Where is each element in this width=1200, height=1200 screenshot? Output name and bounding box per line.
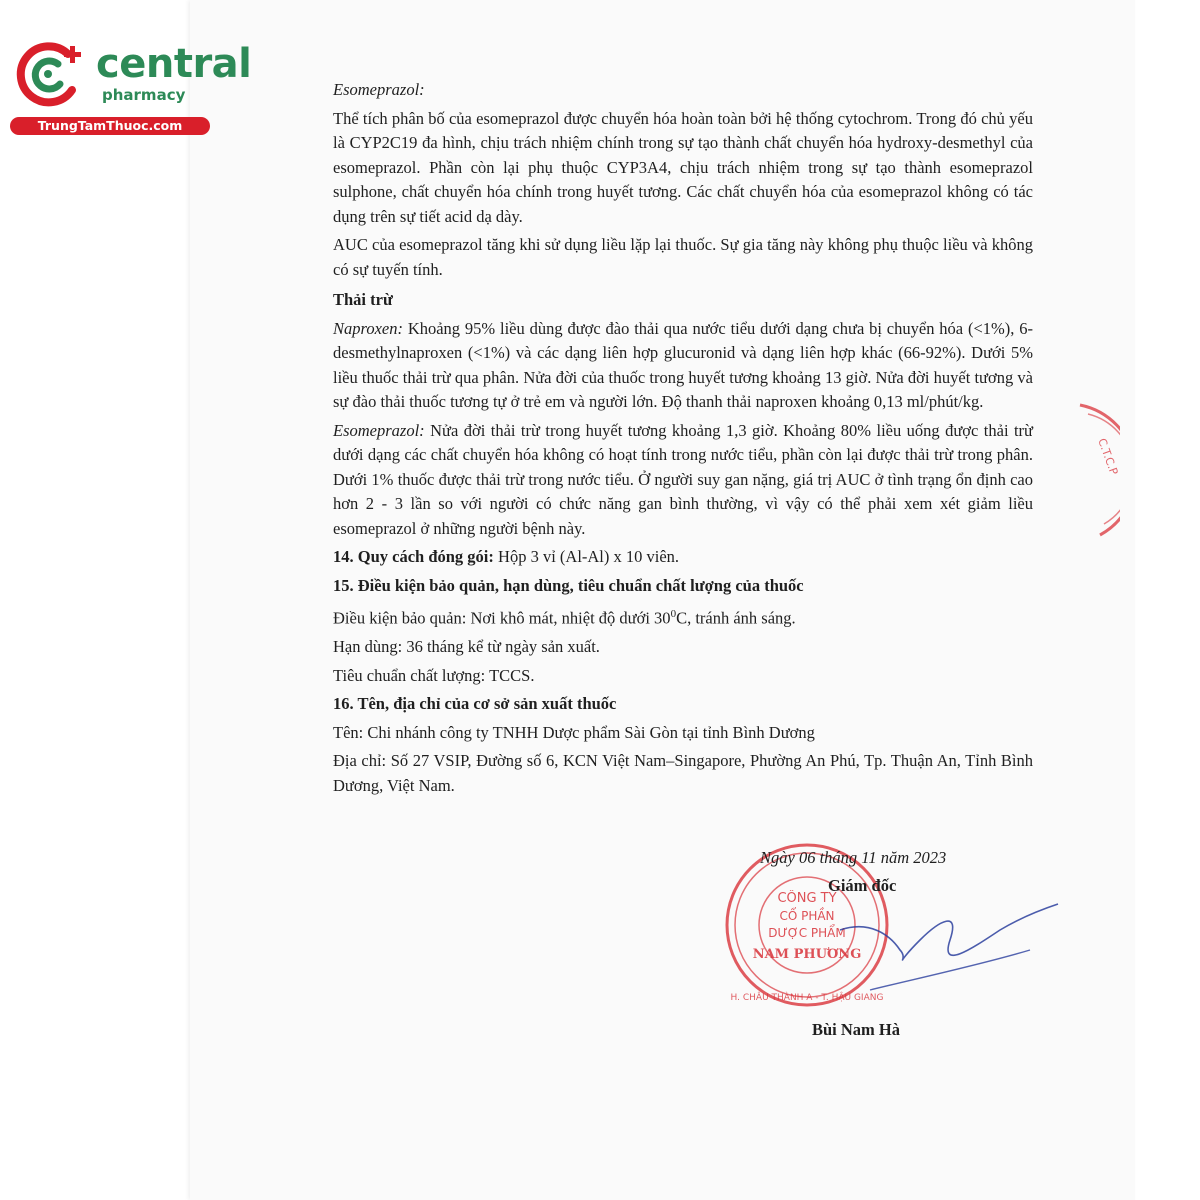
elimination-heading: Thải trừ xyxy=(333,290,393,309)
manufacturer-name: Tên: Chi nhánh công ty TNHH Dược phẩm Sài Gòn tại tỉnh Bình Dương xyxy=(333,722,815,742)
section-15-heading: 15. Điều kiện bảo quản, hạn dùng, tiêu chuẩn chất lượng của thuốc xyxy=(333,575,804,595)
storage-text: Điều kiện bảo quản: Nơi khô mát, nhiệt độ dưới 30 xyxy=(333,608,671,628)
esomeprazol-elimination-paragraph xyxy=(333,419,1033,542)
signatory-title: Giám đốc xyxy=(828,876,897,895)
esomeprazol-elimination-text: Nửa đời thải trừ trong huyết tương khoảng 1,3 giờ. Khoảng 80% liều uống được thải trừ dưới dạng các chất chuyển hóa không có hoạt tính trong nước tiểu, phần còn lại được thải trừ trong phân. Dưới 1% thuốc được thải trừ trong nước tiểu. Ở người suy gan nặng, giá trị AUC ở tình trạng ổn định cao hơn 2 - 3 lần so với người có chức năng gan bình thường, vì vậy có thể phải xem xét giảm liều esomeprazol ở những người bệnh này. xyxy=(333,420,1033,538)
signature-date: Ngày 06 tháng 11 năm 2023 xyxy=(760,848,947,867)
svg-text:DƯỢC PHẨM: DƯỢC PHẨM xyxy=(768,926,846,940)
partial-stamp-icon xyxy=(1060,400,1120,540)
handwritten-signature xyxy=(830,890,1060,1000)
section-14-label: 14. Quy cách đóng gói: xyxy=(333,547,494,566)
esomeprazol-heading: Esomeprazol: xyxy=(333,80,425,99)
section-16-heading: 16. Tên, địa chỉ của cơ sở sản xuất thuốc xyxy=(333,694,617,713)
naproxen-label: Naproxen: xyxy=(333,318,403,338)
quality-standard: Tiêu chuẩn chất lượng: TCCS. xyxy=(333,665,535,685)
section-14-text: Hộp 3 vỉ (Al-Al) x 10 viên. xyxy=(493,547,680,566)
pharmacy-cross-icon xyxy=(10,40,90,110)
shelf-life: Hạn dùng: 36 tháng kể từ ngày sản xuất. xyxy=(333,637,600,656)
svg-text:CÔNG TY: CÔNG TY xyxy=(777,891,837,906)
naproxen-elimination-paragraph xyxy=(333,317,1033,415)
signatory-name: Bùi Nam Hà xyxy=(812,1020,901,1039)
svg-text:C.T.C.P: C.T.C.P xyxy=(1095,436,1120,477)
svg-text:NAM PHƯƠNG: NAM PHƯƠNG xyxy=(752,947,862,962)
esomeprazol-label: Esomeprazol: xyxy=(333,420,425,440)
logo-site-url[interactable]: TrungTamThuoc.com xyxy=(10,117,210,135)
manufacturer-address: Địa chỉ: Số 27 VSIP, Đường số 6, KCN Việt Nam–Singapore, Phường An Phú, Tp. Thuận An, Tỉnh Bình Dương, Việt Nam. xyxy=(333,751,1033,795)
naproxen-elimination-text: Khoảng 95% liều dùng được đào thải qua nước tiểu dưới dạng chưa bị chuyển hóa (<1%), 6-desmethylnaproxen (<1%) và các dạng liên hợp glucuronid và dạng liên hợp khác (66-92%). Dưới 5% liều thuốc thải trừ qua phân. Nửa đời của thuốc trong huyết tương khoảng 13 giờ. Nửa đời huyết tương và sự đào thải thuốc tương tự ở trẻ em và người lớn. Độ thanh thải naproxen khoảng 0,13 ml/phút/kg. xyxy=(333,318,1033,411)
svg-text:CỔ PHẦN: CỔ PHẦN xyxy=(779,909,835,923)
signature-block xyxy=(700,840,1060,1050)
degree-superscript: 0 xyxy=(670,608,677,620)
logo-brand-name: central xyxy=(96,41,252,87)
esomeprazol-auc-paragraph: AUC của esomeprazol tăng khi sử dụng liều lặp lại thuốc. Sự gia tăng này không phụ thuộc liều và không có sự tuyến tính. xyxy=(333,235,1033,279)
document-body xyxy=(333,78,1033,802)
central-pharmacy-logo[interactable] xyxy=(10,40,252,140)
svg-text:H. CHÂU THÀNH A - T. HẬU GIANG: H. CHÂU THÀNH A - T. HẬU GIANG xyxy=(730,993,884,1003)
storage-conditions xyxy=(333,602,1033,631)
storage-text-end: C, tránh ánh sáng. xyxy=(676,608,796,628)
esomeprazol-metabolism-paragraph: Thể tích phân bố của esomeprazol được chuyển hóa hoàn toàn bởi hệ thống cytochrom. Trong đó chủ yếu là CYP2C19 đa hình, chịu trách nhiệm chính trong sự tạo thành chất chuyển hóa hydroxy-desmethyl của esomeprazol. Phần còn lại phụ thuộc CYP3A4, chịu trách nhiệm trong sự tạo thành esomeprazol sulphone, chất chuyển hóa chính trong huyết tương. Các chất chuyển hóa của esomeprazol không có tác dụng trên sự tiết acid dạ dày. xyxy=(333,108,1033,226)
logo-subtitle: pharmacy xyxy=(102,86,186,104)
section-14-packaging xyxy=(333,545,1033,570)
